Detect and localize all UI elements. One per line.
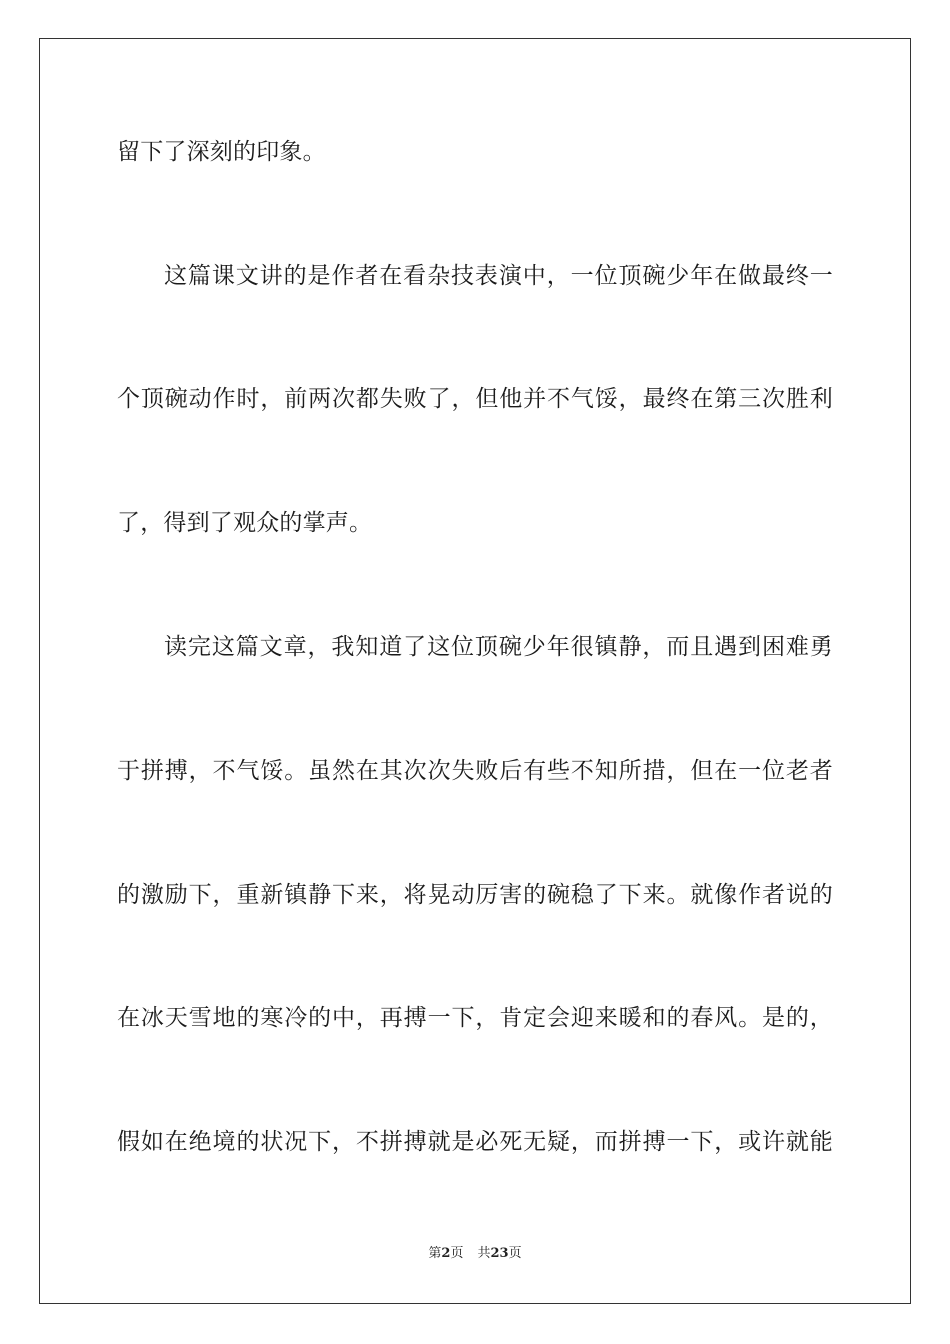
text-line-6: 于拼搏，不气馁。虽然在其次次失败后有些不知所措，但在一位老者 [117, 758, 833, 784]
text-line-4: 了，得到了观众的掌声。 [117, 510, 373, 536]
text-line-1: 留下了深刻的印象。 [117, 139, 326, 165]
text-line-3: 个顶碗动作时，前两次都失败了，但他并不气馁，最终在第三次胜利 [117, 386, 833, 412]
text-line-9: 假如在绝境的状况下，不拼搏就是必死无疑，而拼搏一下，或许就能 [117, 1129, 833, 1155]
text-line-7: 的激励下，重新镇静下来，将晃动厉害的碗稳了下来。就像作者说的 [117, 882, 833, 908]
page-border [39, 38, 911, 1304]
total-label-suffix: 页 [508, 1246, 522, 1261]
text-line-2: 这篇课文讲的是作者在看杂技表演中，一位顶碗少年在做最终一 [164, 263, 833, 289]
page-label-prefix: 第 [428, 1246, 442, 1261]
total-pages: 23 [490, 1246, 509, 1261]
page-label-suffix: 页 [450, 1246, 464, 1261]
page-number: 2 [441, 1246, 451, 1261]
total-label-prefix: 共 [477, 1246, 491, 1261]
text-line-5: 读完这篇文章，我知道了这位顶碗少年很镇静，而且遇到困难勇 [164, 634, 833, 660]
page-footer [0, 1245, 950, 1263]
text-line-8: 在冰天雪地的寒冷的中，再搏一下，肯定会迎来暖和的春风。是的， [117, 1005, 833, 1031]
